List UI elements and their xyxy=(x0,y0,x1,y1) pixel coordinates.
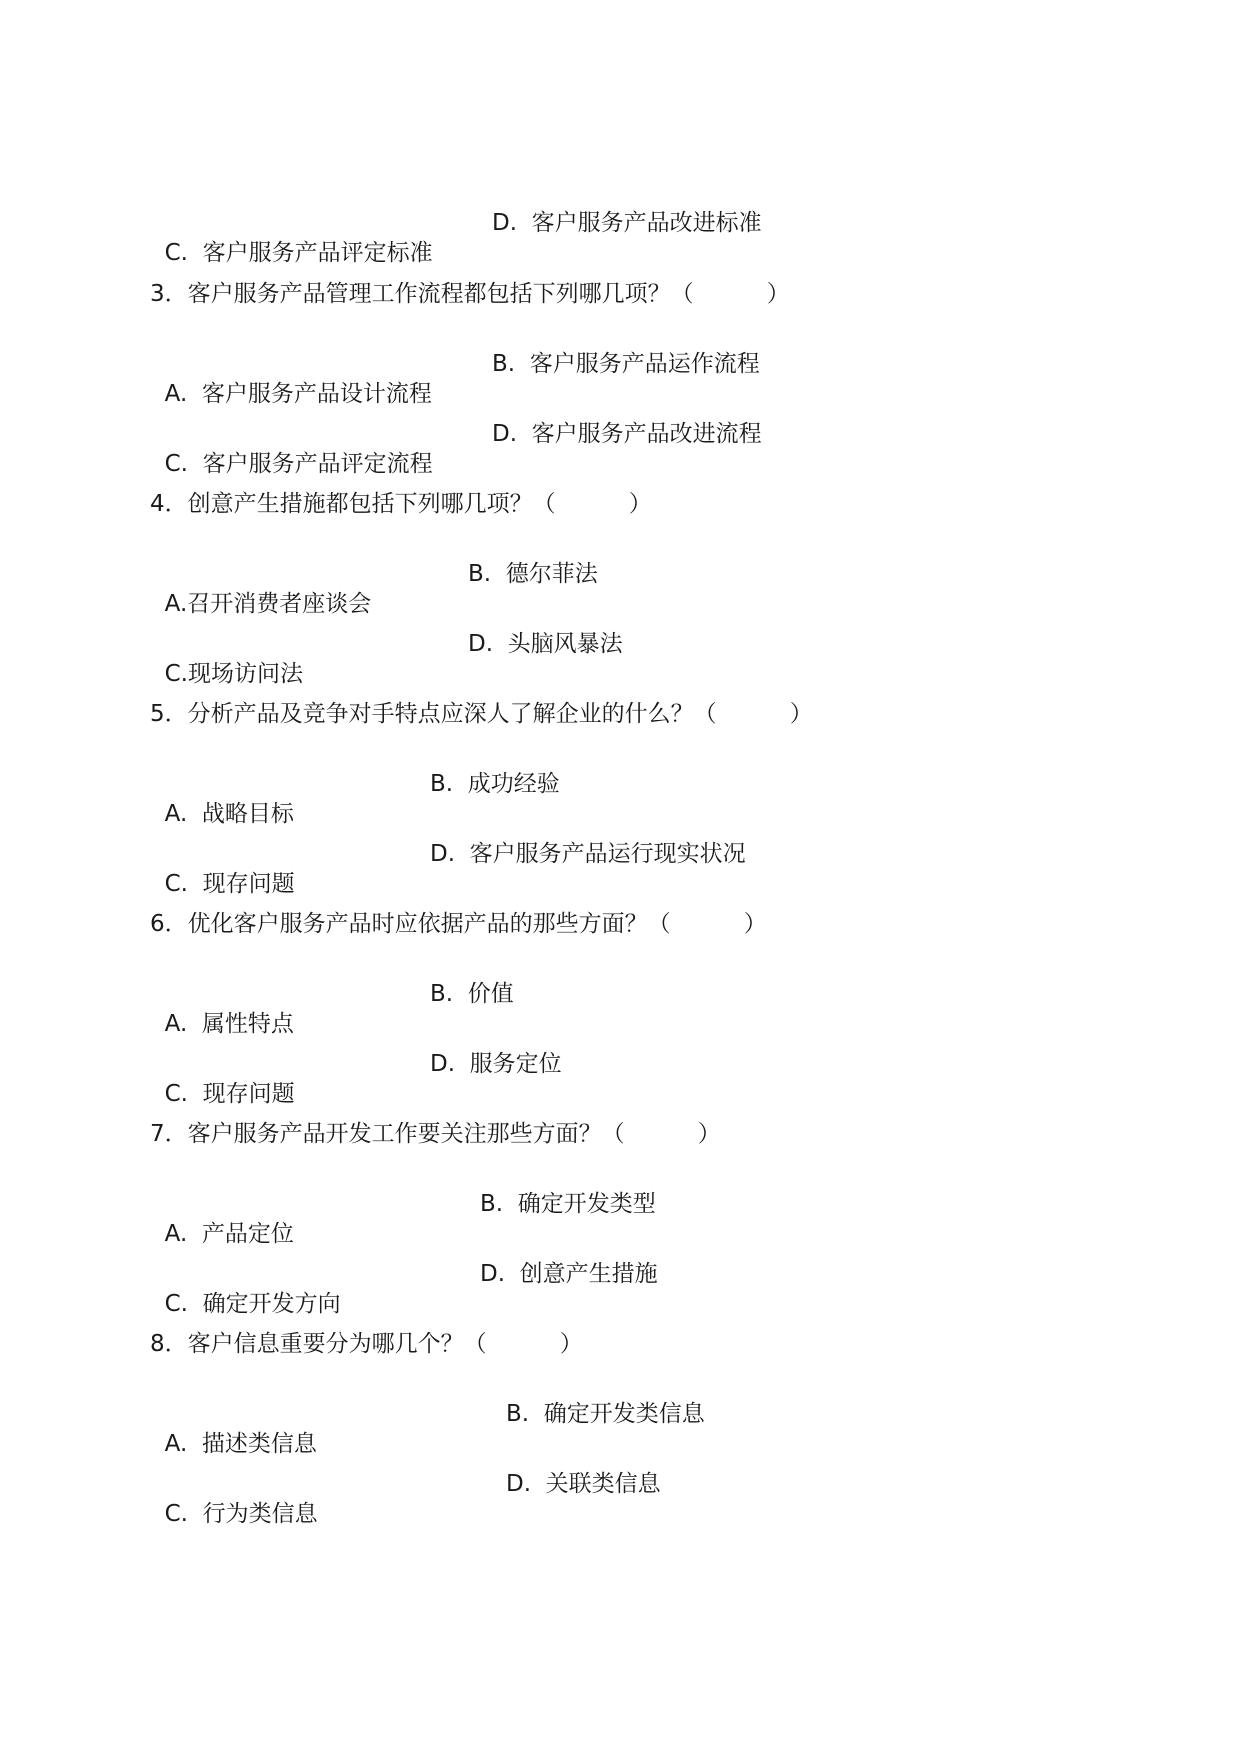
option-row xyxy=(150,1469,661,1559)
question-6: 6．优化客户服务产品时应依据产品的那些方面？（ ） xyxy=(150,911,767,937)
option-d: D. 客户服务产品改进流程 xyxy=(492,421,762,447)
option-c: C. 客户服务产品评定标准 xyxy=(164,240,433,266)
option-a: A. 战略目标 xyxy=(164,801,294,827)
option-b: B. 成功经验 xyxy=(430,771,560,797)
option-b: B. 德尔菲法 xyxy=(468,561,598,587)
option-a: A. 属性特点 xyxy=(164,1011,294,1037)
option-d: D. 客户服务产品改进标准 xyxy=(492,210,762,236)
question-3: 3．客户服务产品管理工作流程都包括下列哪几项？（ ） xyxy=(150,281,790,307)
option-d: D. 服务定位 xyxy=(430,1051,562,1077)
option-a: A.召开消费者座谈会 xyxy=(164,591,372,617)
option-b: B. 确定开发类信息 xyxy=(506,1401,705,1427)
option-d: D. 客户服务产品运行现实状况 xyxy=(430,841,746,867)
option-a: A. 客户服务产品设计流程 xyxy=(164,381,432,407)
option-c: C. 确定开发方向 xyxy=(164,1291,341,1317)
option-d: D. 关联类信息 xyxy=(506,1471,661,1497)
question-4: 4．创意产生措施都包括下列哪几项？（ ） xyxy=(150,491,652,517)
question-5: 5．分析产品及竞争对手特点应深人了解企业的什么？（ ） xyxy=(150,701,813,727)
option-d: D. 创意产生措施 xyxy=(480,1261,658,1287)
question-8: 8．客户信息重要分为哪几个？（ ） xyxy=(150,1331,583,1357)
option-c: C. 客户服务产品评定流程 xyxy=(164,451,433,477)
option-d: D. 头脑风暴法 xyxy=(468,631,623,657)
option-c: C.现场访问法 xyxy=(164,661,303,687)
option-a: A. 产品定位 xyxy=(164,1221,294,1247)
option-a: A. 描述类信息 xyxy=(164,1431,317,1457)
question-7: 7．客户服务产品开发工作要关注那些方面？（ ） xyxy=(150,1121,721,1147)
option-b: B. 确定开发类型 xyxy=(480,1191,656,1217)
option-b: B. 价值 xyxy=(430,981,514,1007)
option-c: C. 现存问题 xyxy=(164,871,295,897)
option-c: C. 行为类信息 xyxy=(164,1501,318,1527)
option-c: C. 现存问题 xyxy=(164,1081,295,1107)
option-b: B. 客户服务产品运作流程 xyxy=(492,351,760,377)
